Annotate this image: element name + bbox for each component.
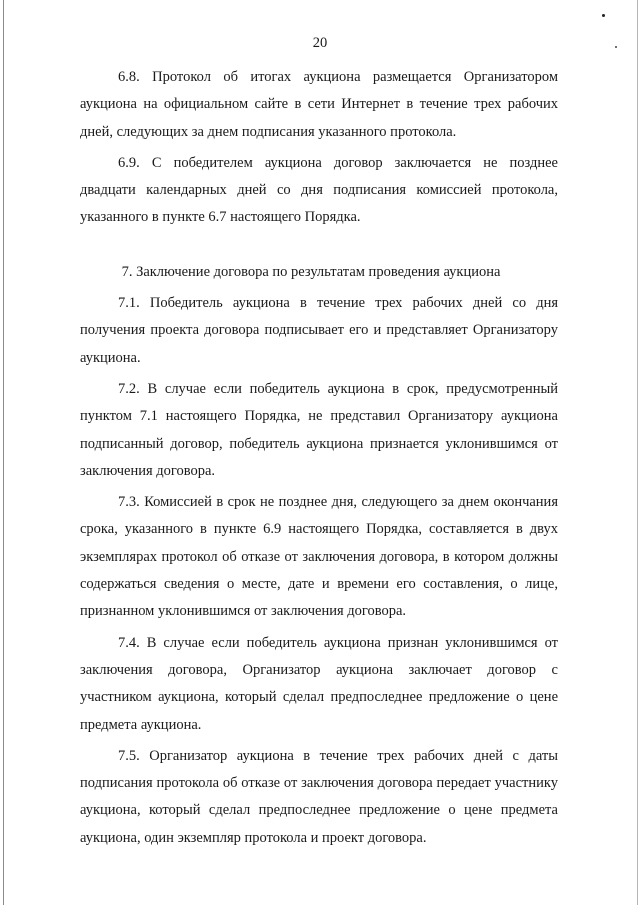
paragraph-6-8: 6.8. Протокол об итогах аукциона размещается Организатором аукциона на официальном сайте в сети Интернет в течение трех рабочих дней, следующих за днем подписания указанного протокола. [80,69,558,140]
section-heading-7: 7. Заключение договора по результатам проведения аукциона [121,263,501,280]
paragraph-7-2: 7.2. В случае если победитель аукциона в срок, предусмотренный пунктом 7.1 настоящего Порядка, не представил Организатору аукциона подписанный договор, победитель аукциона признается уклонившимся от заключения договора. [80,380,558,479]
paragraph-7-4: 7.4. В случае если победитель аукциона признан уклонившимся от заключения договора, Организатор аукциона заключает договор с участником аукциона, который сделал предпоследнее предложение о цене предмета аукциона. [80,634,558,733]
paragraph-7-1: 7.1. Победитель аукциона в течение трех рабочих дней со дня получения проекта договора подписывает его и представляет Организатору аукциона. [80,295,558,366]
document-body [80,64,558,852]
scan-edge-right [637,0,638,905]
paragraph-7-5: 7.5. Организатор аукциона в течение трех рабочих дней с даты подписания протокола об отказе от заключения договора передает участнику аукциона, который сделал предпоследнее предложение о цене предмета аукциона, один экземпляр протокола и проект договора. [80,747,558,846]
paragraph-6-9: 6.9. С победителем аукциона договор заключается не позднее двадцати календарных дней со дня подписания комиссией протокола, указанного в пункте 6.7 настоящего Порядка. [80,154,558,226]
scan-speck [602,14,605,17]
scan-edge-left [3,0,4,905]
page-number: 20 [312,35,328,51]
paragraph-7-3: 7.3. Комиссией в срок не позднее дня, следующего за днем окончания срока, указанного в пункте 6.9 настоящего Порядка, составляется в двух экземплярах протокол об отказе от заключения договора, в котором должны содержаться сведения о месте, дате и времени его составления, о лице, признанном уклонившимся от заключения договора. [80,494,558,620]
